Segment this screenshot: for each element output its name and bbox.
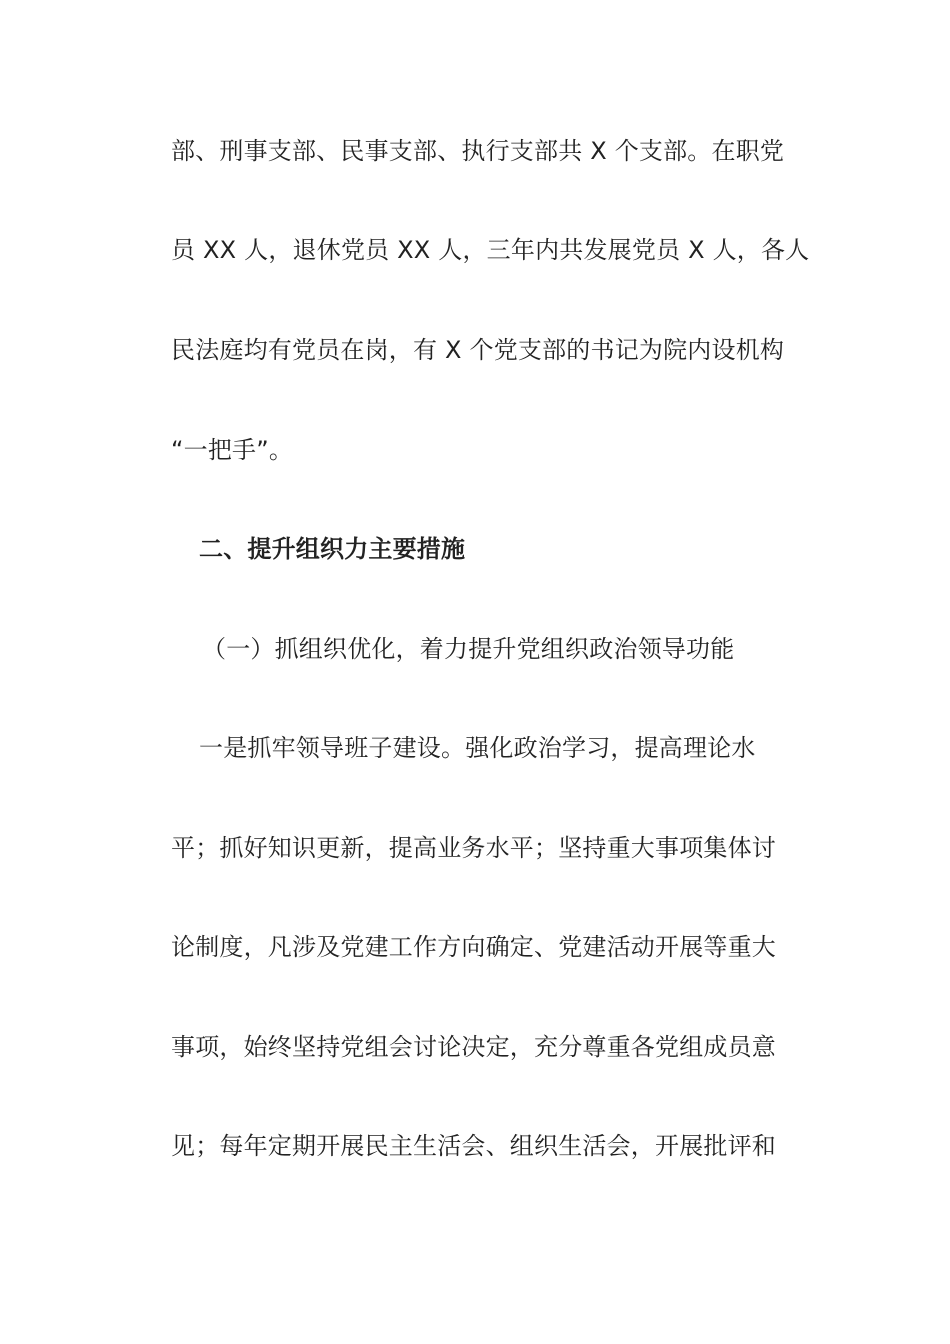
- paragraph-line: 事项，始终坚持党组会讨论决定，充分尊重各党组成员意: [171, 1033, 776, 1061]
- section-heading: 二、提升组织力主要措施: [199, 535, 466, 563]
- subsection-heading: （一）抓组织优化，着力提升党组织政治领导功能: [202, 635, 735, 663]
- paragraph-line: 平；抓好知识更新，提高业务水平；坚持重大事项集体讨: [171, 834, 776, 862]
- paragraph-line: 员 XX 人，退休党员 XX 人，三年内共发展党员 X 人，各人: [171, 236, 810, 264]
- paragraph-line: “一把手”。: [171, 436, 294, 464]
- paragraph-line: 一是抓牢领导班子建设。强化政治学习，提高理论水: [199, 734, 756, 762]
- paragraph-line: 论制度，凡涉及党建工作方向确定、党建活动开展等重大: [171, 933, 776, 961]
- paragraph-line: 民法庭均有党员在岗，有 X 个党支部的书记为院内设机构: [171, 336, 785, 364]
- paragraph-line: 部、刑事支部、民事支部、执行支部共 X 个支部。在职党: [171, 137, 785, 165]
- paragraph-line: 见；每年定期开展民主生活会、组织生活会，开展批评和: [171, 1132, 776, 1160]
